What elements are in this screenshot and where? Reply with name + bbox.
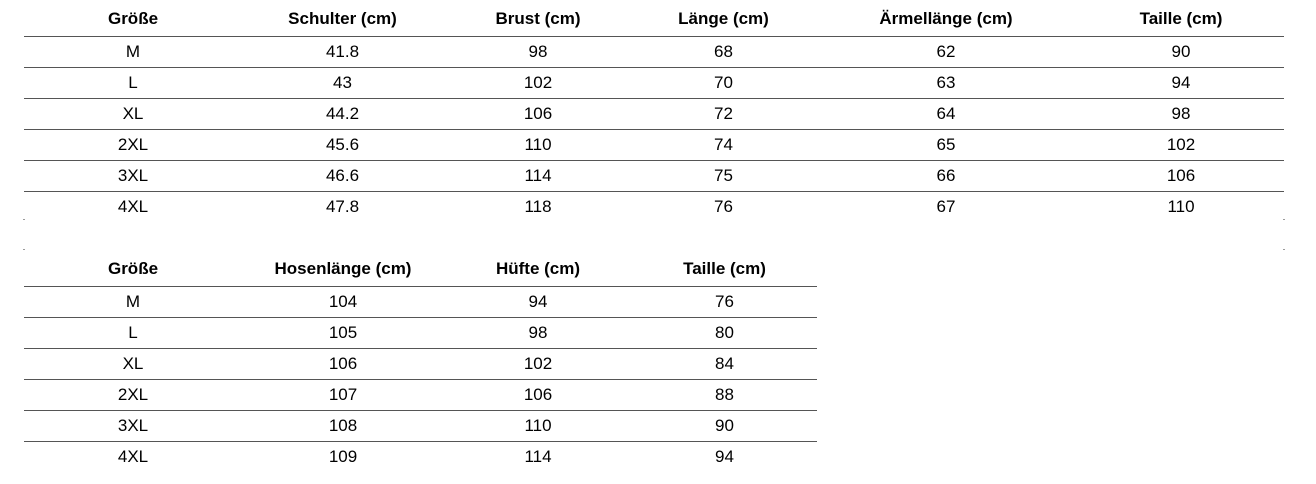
edge-mark-left — [23, 219, 25, 220]
cell-size: 4XL — [117, 447, 149, 466]
table-row — [24, 380, 817, 411]
edge-mark-right — [1283, 219, 1285, 220]
table-row — [24, 442, 817, 473]
cell-taille: 94 — [715, 447, 734, 466]
header-schulter: Schulter (cm) — [242, 2, 443, 37]
table-row — [24, 411, 817, 442]
cell-hosenlaenge: 109 — [328, 447, 358, 466]
cell-laenge: 70 — [633, 68, 814, 99]
cell-aermellaenge: 65 — [814, 130, 1078, 161]
cell-size: 2XL — [24, 380, 242, 411]
bottom-size-table — [24, 252, 817, 472]
cell-size: 3XL — [24, 161, 242, 192]
cell-size: M — [24, 37, 242, 68]
cell-laenge: 75 — [633, 161, 814, 192]
cell-hosenlaenge: 108 — [242, 411, 444, 442]
header-taille: Taille (cm) — [1078, 2, 1284, 37]
header-brust: Brust (cm) — [443, 2, 633, 37]
top-size-table — [24, 2, 1284, 222]
table-header-row — [24, 2, 1284, 37]
cell-aermellaenge: 67 — [936, 197, 956, 216]
cell-taille: 102 — [1078, 130, 1284, 161]
cell-schulter: 41.8 — [242, 37, 443, 68]
cell-brust: 98 — [443, 37, 633, 68]
cell-huefte: 110 — [444, 411, 632, 442]
cell-size: XL — [24, 99, 242, 130]
cell-taille: 84 — [632, 349, 817, 380]
cell-huefte: 114 — [524, 447, 552, 466]
cell-aermellaenge: 64 — [814, 99, 1078, 130]
cell-size: XL — [24, 349, 242, 380]
cell-huefte: 102 — [444, 349, 632, 380]
cell-schulter: 43 — [242, 68, 443, 99]
table-header-row — [24, 252, 817, 287]
table-row — [24, 37, 1284, 68]
cell-taille: 76 — [632, 287, 817, 318]
header-huefte: Hüfte (cm) — [444, 252, 632, 287]
cell-brust: 102 — [443, 68, 633, 99]
cell-taille: 110 — [1167, 197, 1195, 216]
table-row — [24, 318, 817, 349]
cell-size: L — [24, 318, 242, 349]
cell-brust: 110 — [443, 130, 633, 161]
cell-huefte: 98 — [444, 318, 632, 349]
cell-taille: 80 — [632, 318, 817, 349]
cell-taille: 98 — [1078, 99, 1284, 130]
cell-taille: 90 — [632, 411, 817, 442]
header-hosenlaenge: Hosenlänge (cm) — [242, 252, 444, 287]
cell-laenge: 76 — [714, 197, 733, 216]
header-groesse: Größe — [24, 252, 242, 287]
cell-size: 3XL — [24, 411, 242, 442]
cell-hosenlaenge: 105 — [242, 318, 444, 349]
cell-laenge: 72 — [633, 99, 814, 130]
cell-size: L — [24, 68, 242, 99]
cell-taille: 94 — [1078, 68, 1284, 99]
table-row — [24, 99, 1284, 130]
cell-brust: 114 — [443, 161, 633, 192]
cell-huefte: 94 — [444, 287, 632, 318]
edge-mark-left — [23, 249, 25, 250]
table-row — [24, 192, 1284, 223]
header-aermellaenge: Ärmellänge (cm) — [814, 2, 1078, 37]
cell-size: 2XL — [24, 130, 242, 161]
cell-hosenlaenge: 106 — [242, 349, 444, 380]
cell-huefte: 106 — [444, 380, 632, 411]
cell-schulter: 45.6 — [242, 130, 443, 161]
table-row — [24, 130, 1284, 161]
cell-brust: 118 — [524, 197, 552, 216]
cell-size: M — [24, 287, 242, 318]
cell-size: 4XL — [117, 197, 149, 216]
table-row — [24, 68, 1284, 99]
header-taille: Taille (cm) — [632, 252, 817, 287]
table-row — [24, 287, 817, 318]
cell-schulter: 47.8 — [325, 197, 360, 216]
cell-hosenlaenge: 104 — [242, 287, 444, 318]
cell-taille: 90 — [1078, 37, 1284, 68]
edge-mark-right — [1283, 249, 1285, 250]
cell-schulter: 46.6 — [242, 161, 443, 192]
cell-taille: 88 — [632, 380, 817, 411]
header-laenge: Länge (cm) — [633, 2, 814, 37]
cell-taille: 106 — [1078, 161, 1284, 192]
cell-aermellaenge: 66 — [814, 161, 1078, 192]
table-row — [24, 349, 817, 380]
table-row — [24, 161, 1284, 192]
cell-aermellaenge: 62 — [814, 37, 1078, 68]
cell-schulter: 44.2 — [242, 99, 443, 130]
cell-brust: 106 — [443, 99, 633, 130]
cell-aermellaenge: 63 — [814, 68, 1078, 99]
header-groesse: Größe — [24, 2, 242, 37]
cell-laenge: 68 — [633, 37, 814, 68]
cell-laenge: 74 — [633, 130, 814, 161]
cell-hosenlaenge: 107 — [242, 380, 444, 411]
